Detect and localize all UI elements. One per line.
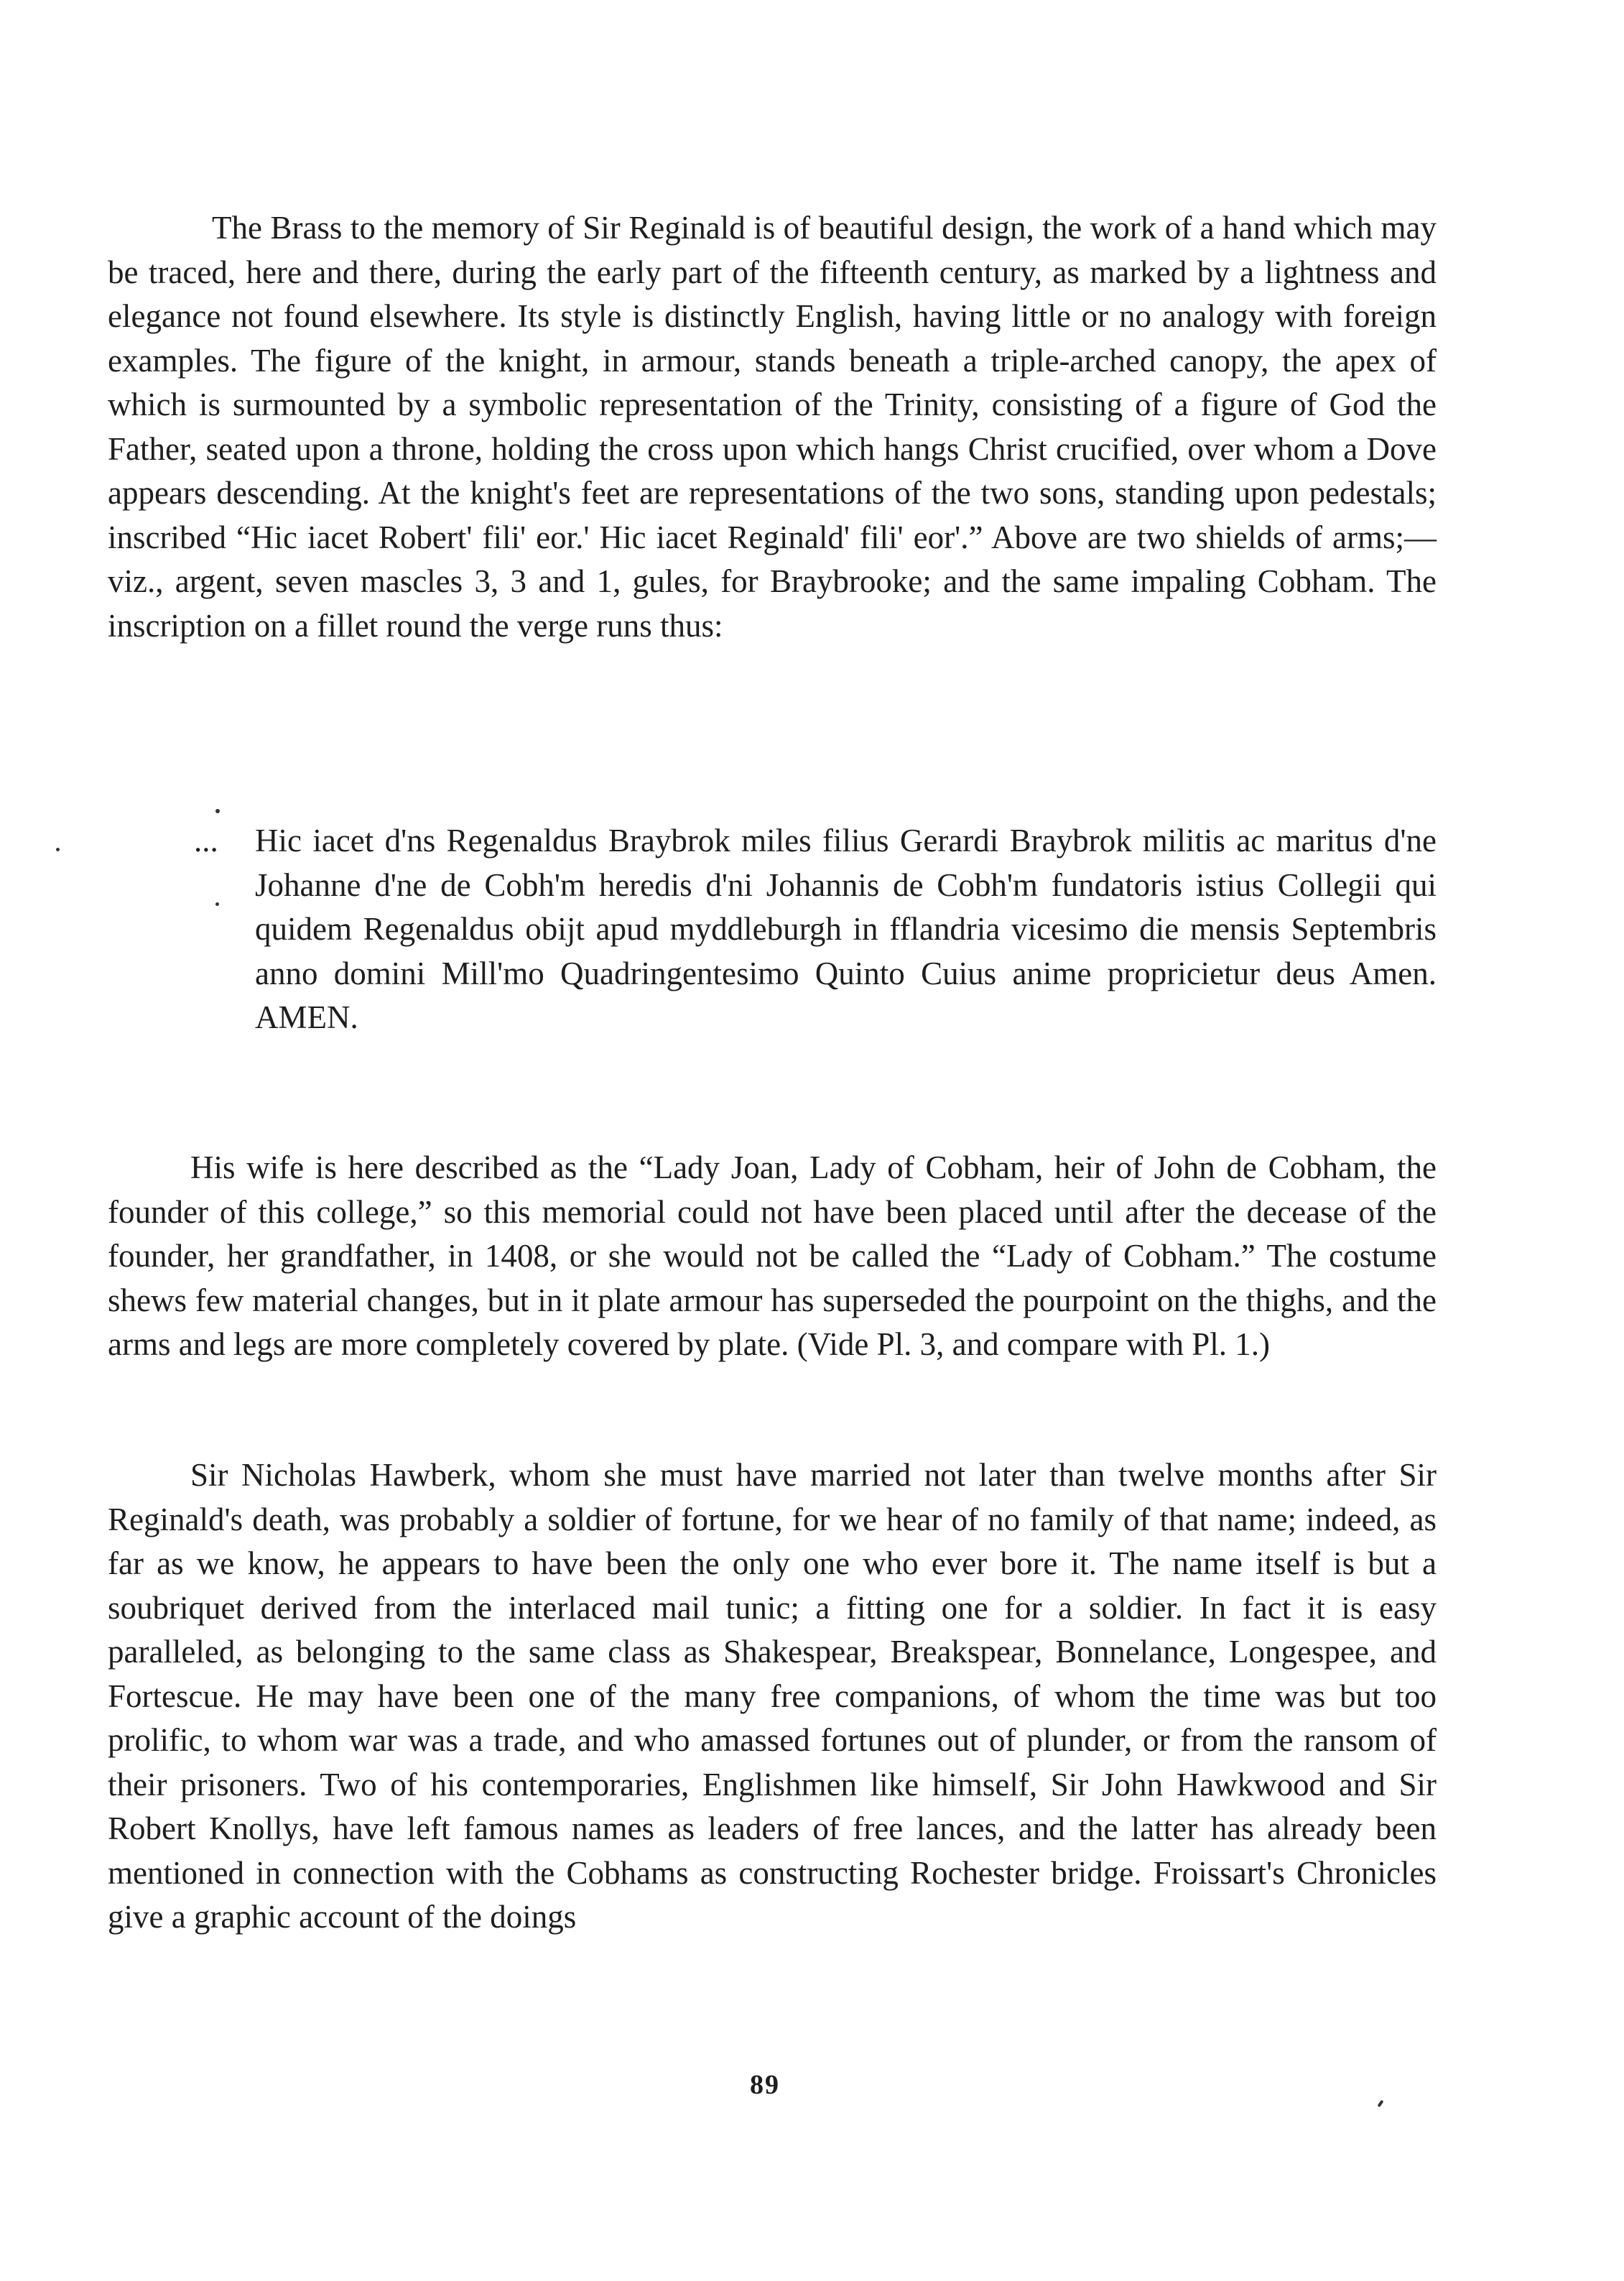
scan-speck [56, 848, 60, 851]
paragraph-hawberk [108, 1453, 1437, 1940]
scan-speck [215, 902, 219, 906]
paragraph-text: The Brass to the memory of Sir Reginald is of beautiful design, the work of a hand which may be traced, here and there, during the early part of the fifteenth century, as marked by a lightness and elegance not found elsewhere. Its style is distinctly English, having little or no analogy with foreign examples. The figure of the knight, in armour, stands beneath a triple-arched canopy, the apex of which is surmounted by a symbolic representation of the Trinity, consisting of a figure of God the Father, seated upon a throne, holding the cross upon which hangs Christ crucified, over whom a Dove appears descending. At the knight's feet are representations of the two sons, standing upon pedestals; inscribed “Hic iacet Robert' fili' eor.' Hic iacet Reginald' fili' eor'.” Above are two shields of arms;—viz., argent, seven mascles 3, 3 and 1, gules, for Braybrooke; and the same impaling Cobham. The inscription on a fillet round the verge runs thus: [108, 210, 1437, 644]
scan-speck [1377, 2100, 1383, 2107]
scan-speck [215, 809, 220, 813]
paragraph-brass-description [108, 206, 1437, 648]
paragraph-wife-description [108, 1146, 1437, 1367]
paragraph-text: His wife is here described as the “Lady Joan, Lady of Cobham, heir of John de Cobham, the founder of this college,” so this memorial could not have been placed until after the decease of the founder, her grandfather, in 1408, or she would not be called the “Lady of Cobham.” The costume shews few material changes, but in it plate armour has superseded the pourpoint on the thighs, and the arms and legs are more completely covered by plate. (Vide Pl. 3, and compare with Pl. 1.) [108, 1149, 1437, 1362]
latin-inscription: Hic iacet d'ns Regenaldus Braybrok miles filius Gerardi Braybrok militis ac maritus d'ne Johanne d'ne de Cobh'm heredis d'ni Johannis de Cobh'm fundatoris istius Collegii qui quidem Regenaldus obijt apud myddleburgh in fflandria vicesimo die mensis Septembris anno domini Mill'mo Quadringentesimo Quinto Cuius anime propricietur deus Amen. AMEN. [255, 823, 1437, 1035]
paragraph-text: Sir Nicholas Hawberk, whom she must have married not later than twelve months after Sir Reginald's death, was probably a soldier of fortune, for we hear of no family of that name; indeed, as far as we know, he appears to have been the only one who ever bore it. The name itself is but a soubriquet derived from the interlaced mail tunic; a fitting one for a soldier. In fact it is easy paralleled, as belonging to the same class as Shakespear, Breakspear, Bonnelance, Longespee, and Fortescue. He may have been one of the many free companions, of whom the time was but too prolific, to whom war was a trade, and who amassed fortunes out of plunder, or from the ransom of their prisoners. Two of his contemporaries, Englishmen like himself, Sir John Hawkwood and Sir Robert Knollys, have left famous names as leaders of free lances, and the latter has already been mentioned in connection with the Cobhams as constructing Rochester bridge. Froissart's Chronicles give a graphic account of the doings [108, 1457, 1437, 1935]
page-number: 89 [750, 2070, 780, 2100]
inscription-ellipsis: ... [194, 823, 218, 859]
